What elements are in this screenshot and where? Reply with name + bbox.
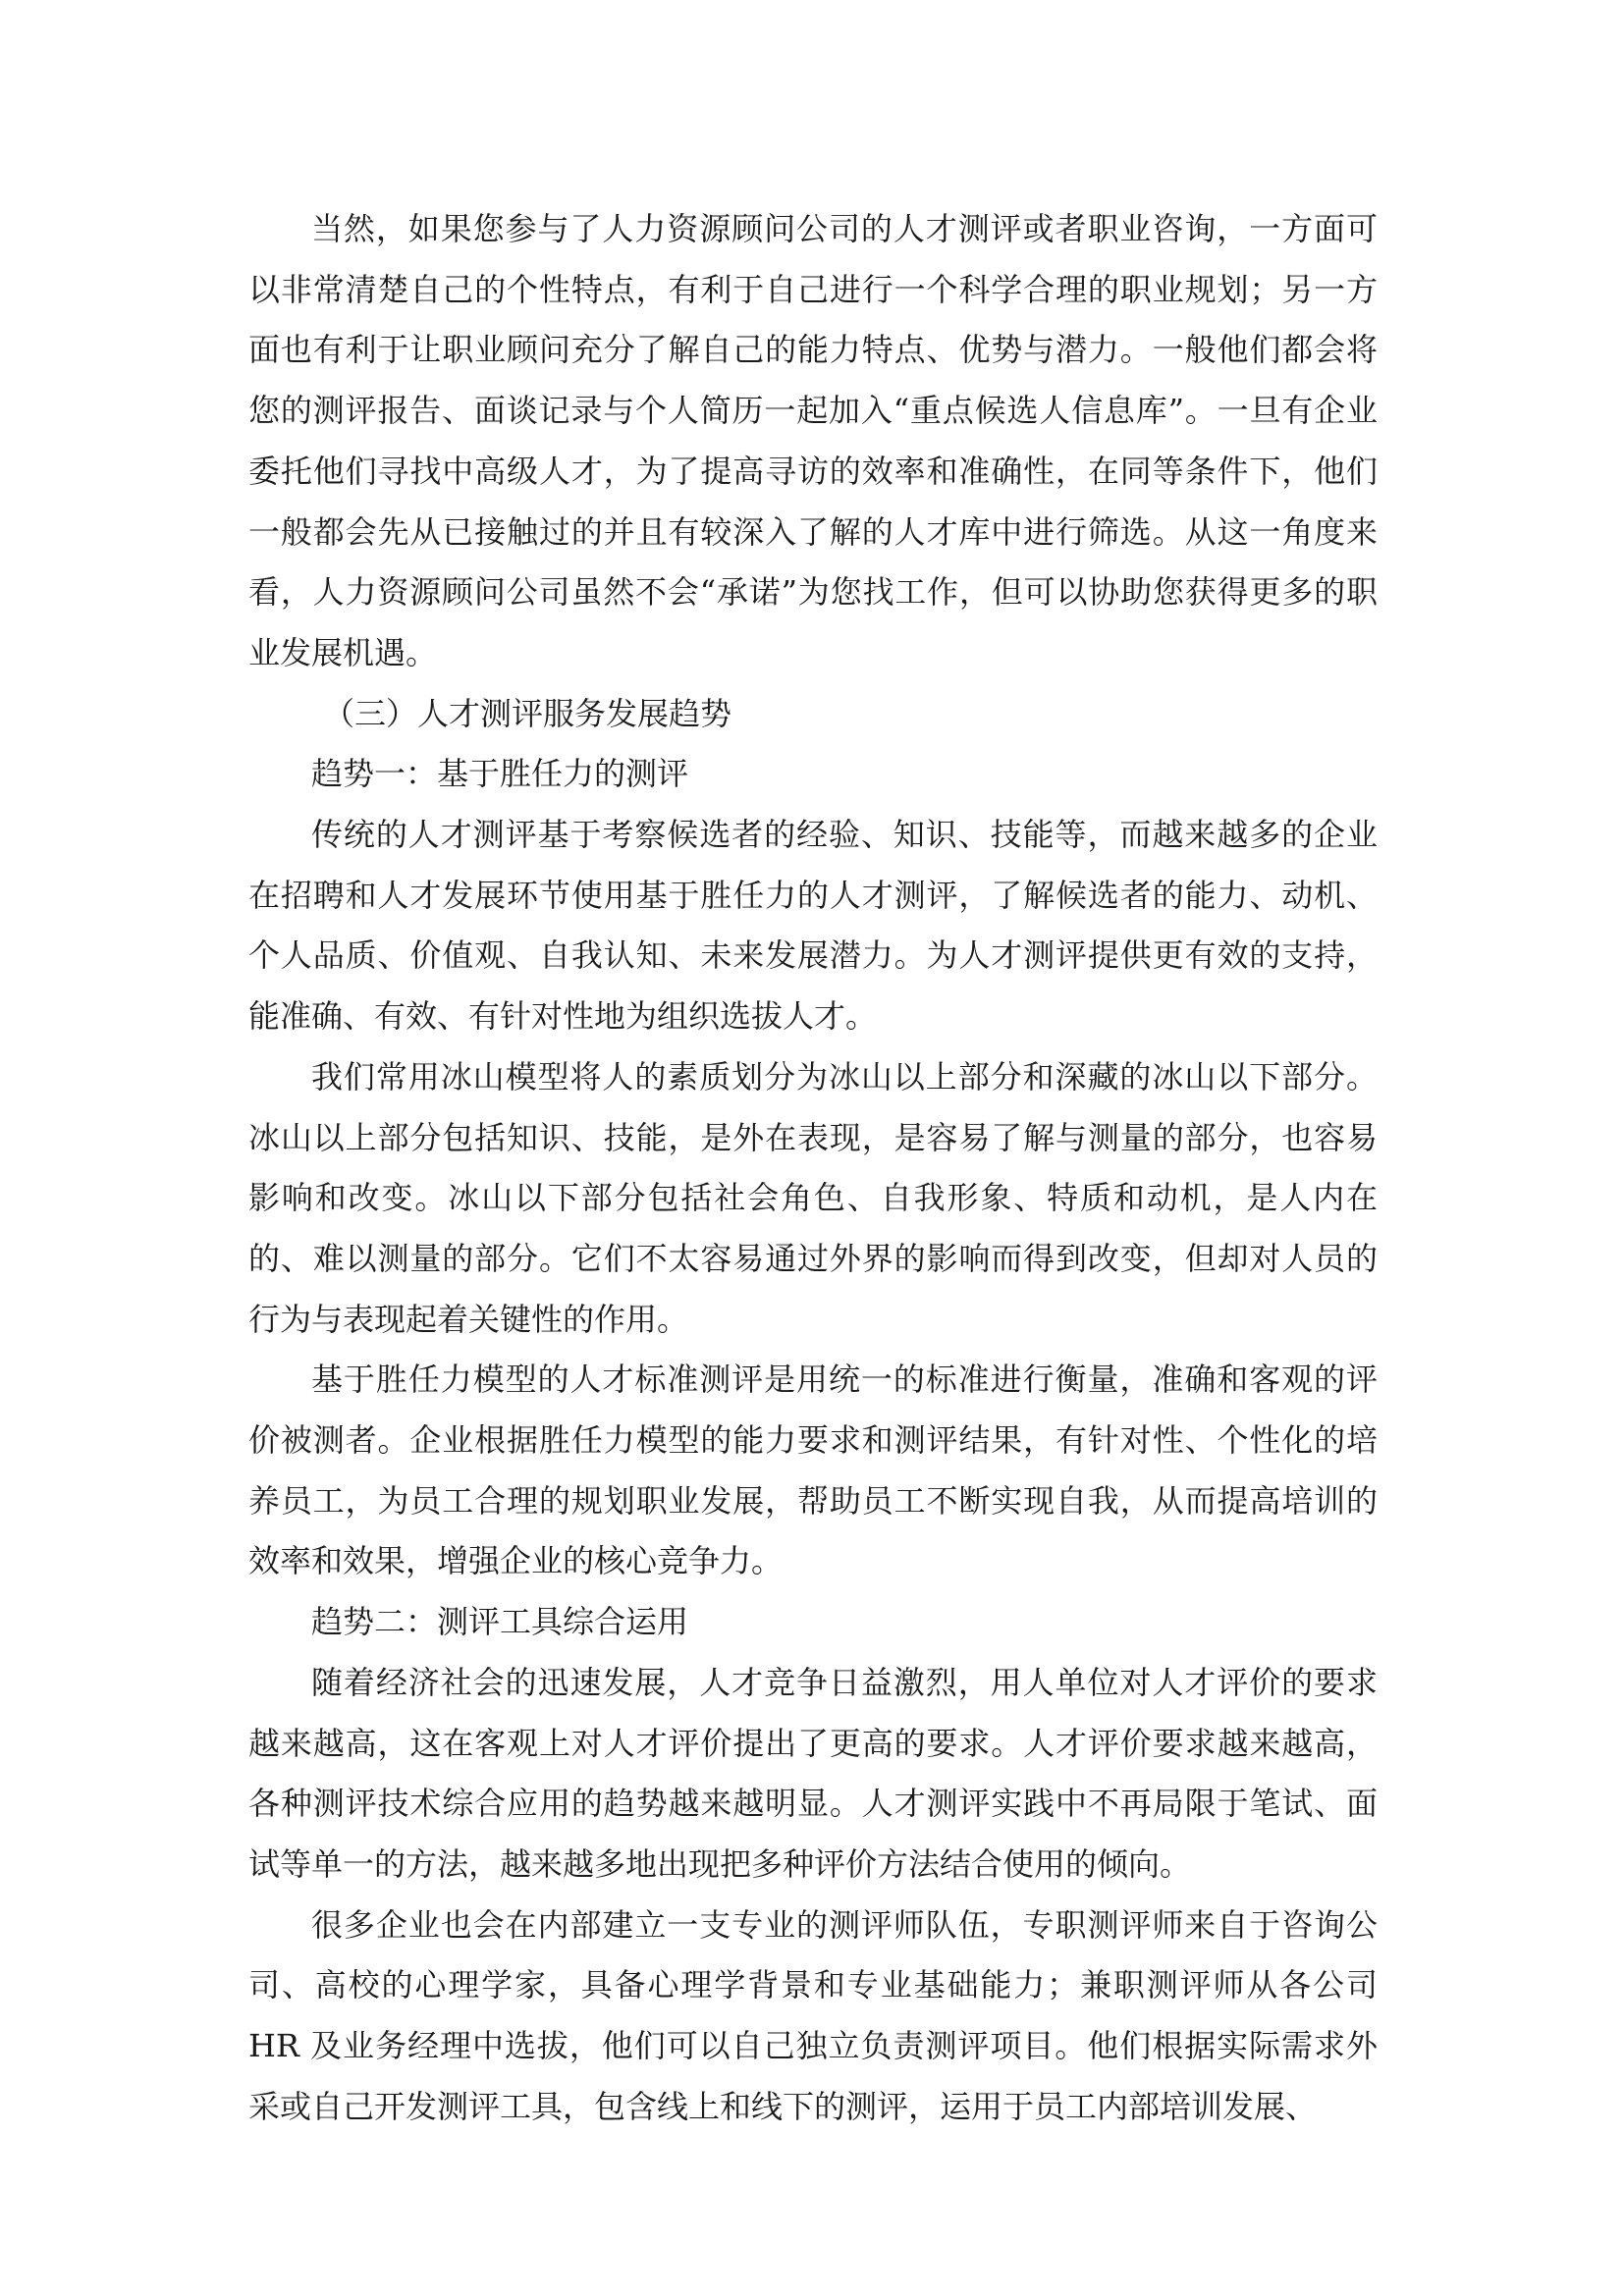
paragraph-competency-assessment: 传统的人才测评基于考察候选者的经验、知识、技能等，而越来越多的企业在招聘和人才发展环节使用基于胜任力的人才测评，了解候选者的能力、动机、个人品质、价值观、自我认知、未来发展潜力。为人才测评提供更有效的支持，能准确、有效、有针对性地为组织选拔人才。: [248, 816, 1378, 1036]
paragraph-iceberg-model: 我们常用冰山模型将人的素质划分为冰山以上部分和深藏的冰山以下部分。冰山以上部分包括知识、技能，是外在表现，是容易了解与测量的部分，也容易影响和改变。冰山以下部分包括社会角色、自我形象、特质和动机，是人内在的、难以测量的部分。它们不太容易通过外界的影响而得到改变，但却对人员的行为与表现起着关键性的作用。: [248, 1057, 1378, 1338]
subheading-trend-two: 趋势二：测评工具综合运用: [311, 1603, 689, 1641]
paragraph-competency-model-standard: 基于胜任力模型的人才标准测评是用统一的标准进行衡量，准确和客观的评价被测者。企业根据胜任力模型的能力要求和测评结果，有针对性、个性化的培养员工，为员工合理的规划职业发展，帮助员工不断实现自我，从而提高培训的效率和效果，增强企业的核心竞争力。: [248, 1361, 1378, 1580]
paragraph-combined-tools: 随着经济社会的迅速发展，人才竞争日益激烈，用人单位对人才评价的要求越来越高，这在客观上对人才评价提出了更高的要求。人才评价要求越来越高，各种测评技术综合应用的趋势越来越明显。人才测评实践中不再局限于笔试、面试等单一的方法，越来越多地出现把多种评价方法结合使用的倾向。: [248, 1663, 1378, 1883]
subheading-trend-one: 趋势一：基于胜任力的测评: [311, 755, 689, 793]
paragraph-internal-assessors: 很多企业也会在内部建立一支专业的测评师队伍，专职测评师来自于咨询公司、高校的心理学家，具备心理学背景和专业基础能力；兼职测评师从各公司 HR 及业务经理中选拔，他们可以自己独立负责测评项目。他们根据实际需求外采或自己开发测评工具，包含线上和线下的测评，运用于员工内部培训发展、: [248, 1905, 1378, 2125]
section-heading-trends: （三）人才测评服务发展趋势: [323, 694, 732, 732]
document-body: [248, 199, 1378, 2138]
paragraph-hr-consulting-benefits: 当然，如果您参与了人力资源顾问公司的人才测评或者职业咨询，一方面可以非常清楚自己的个性特点，有利于自己进行一个科学合理的职业规划；另一方面也有利于让职业顾问充分了解自己的能力特点、优势与潜力。一般他们都会将您的测评报告、面谈记录与个人简历一起加入“重点候选人信息库”。一旦有企业委托他们寻找中高级人才，为了提高寻访的效率和准确性，在同等条件下，他们一般都会先从已接触过的并且有较深入了解的人才库中进行筛选。从这一角度来看，人力资源顾问公司虽然不会“承诺”为您找工作，但可以协助您获得更多的职业发展机遇。: [248, 210, 1378, 671]
